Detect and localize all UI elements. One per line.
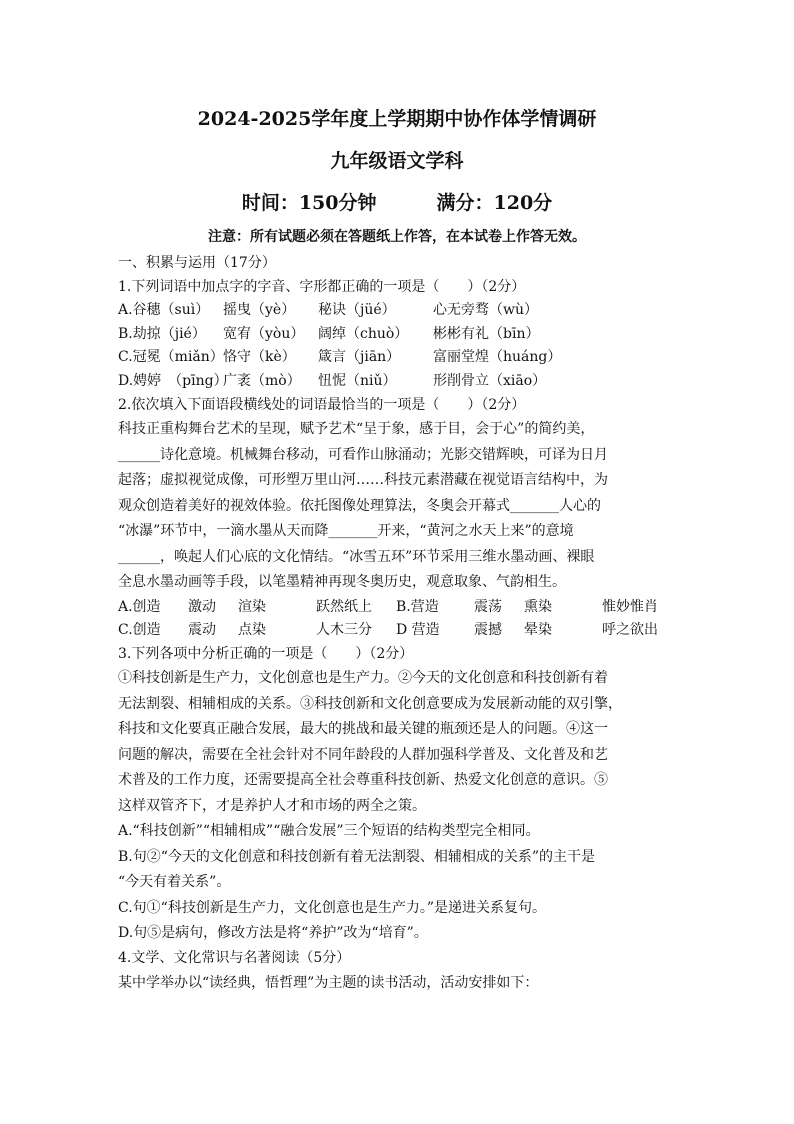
q3-passage-line: 无法割裂、相辅相成的关系。③科技创新和文化创意要成为发展新动能的双引擎， — [118, 695, 622, 712]
q1-option-cell: 阔绰（chuò） — [318, 325, 409, 342]
section-heading: 一、积累与运用（17分） — [118, 255, 276, 271]
q4-passage-line: 某中学举办以“读经典，悟哲理”为主题的读书活动，活动安排如下： — [118, 974, 539, 991]
exam-notice: 注意：所有试题必须在答题纸上作答，在本试卷上作答无效。 — [208, 229, 586, 245]
exam-full-score: 满分：120分 — [436, 192, 553, 214]
q3-passage-line: 科技和文化要真正融合发展，最大的挑战和最关键的瓶颈还是人的问题。④这一 — [118, 721, 608, 738]
q2-passage-line: 起落；虚拟视觉成像，可形塑万里山河……科技元素潜藏在视觉语言结构中，为 — [118, 472, 608, 489]
q2-option-cell: 震荡 — [474, 598, 502, 615]
q2-passage-line: 全息水墨动画等手段，以笔墨精神再现冬奥历史，观意取象、气韵相生。 — [118, 574, 566, 591]
q4-stem: 4.文学、文化常识与名著阅读（5分） — [118, 949, 351, 966]
q2-option-cell: 晕染 — [524, 622, 552, 639]
q1-option-cell: B.劫掠（jié） — [118, 325, 206, 342]
q3-option: D.句⑤是病句，修改方法是将“养护”改为“培育”。 — [118, 925, 428, 942]
q3-stem: 3.下列各项中分析正确的一项是（ ）（2分） — [118, 645, 414, 662]
q2-option-cell: 震撼 — [474, 622, 502, 639]
q1-option-cell: 彬彬有礼（bīn） — [433, 325, 540, 342]
q1-option-cell: 形削骨立（xiāo） — [433, 372, 547, 389]
q3-passage-line: ①科技创新是生产力，文化创意也是生产力。②今天的文化创意和科技创新有着 — [118, 670, 608, 687]
q2-stem: 2.依次填入下面语段横线处的词语最恰当的一项是（ ）（2分） — [118, 396, 526, 413]
q2-option-cell: 激动 — [188, 598, 216, 615]
q2-passage-line: ______，唤起人们心底的文化情结。“冰雪五环”环节采用三维水墨动画、裸眼 — [118, 548, 595, 565]
q2-option-cell: 呼之欲出 — [602, 622, 658, 639]
q1-option-cell: 秘诀（jüé） — [318, 302, 396, 319]
q2-option-cell: 点染 — [238, 622, 266, 639]
q2-passage-line: ______诗化意境。机械舞台移动，可看作山脉涌动；光影交错辉映，可译为日月 — [118, 446, 608, 463]
q3-passage — [118, 666, 678, 819]
q1-option-cell: 箴言（jiān） — [318, 349, 401, 366]
q2-option-cell: D 营造 — [396, 622, 440, 639]
q2-option-cell: C.创造 — [118, 622, 161, 639]
q2-option-cell: 渲染 — [238, 598, 266, 615]
q3-option: C.句①“科技创新是生产力，文化创意也是生产力。”是递进关系复句。 — [118, 899, 546, 916]
q3-option: B.句②“今天的文化创意和科技创新有着无法割裂、相辅相成的关系”的主干是 — [118, 848, 596, 865]
exam-content — [118, 252, 678, 996]
q4-passage — [118, 971, 678, 997]
q1-option-cell: D.娉婷 （pīng） — [118, 372, 228, 389]
q1-option-cell: C.冠冕（miǎn） — [118, 349, 224, 366]
q1-option-cell: 心无旁骛（wù） — [433, 302, 538, 319]
q1-option-cell: 摇曳（yè） — [223, 302, 296, 319]
q2-option-cell: A.创造 — [118, 598, 161, 615]
exam-subject: 九年级语文学科 — [330, 150, 464, 172]
q2-options-cd — [118, 619, 678, 643]
q2-passage-line: 科技正重构舞台艺术的呈现，赋予艺术“呈于象，感于目，会于心”的简约美， — [118, 421, 595, 438]
q2-options-ab — [118, 596, 678, 620]
q1-option-cell: 广袤（mò） — [223, 372, 301, 389]
exam-time-score — [0, 188, 794, 215]
q2-passage-line: 观众创造着美好的视效体验。依托图像处理算法，冬奥会开幕式_______人心的 — [118, 497, 601, 514]
q1-option-cell: 恪守（kè） — [223, 349, 296, 366]
q1-option-cell: 忸怩（niǔ） — [318, 372, 397, 389]
q3-passage-line: 这样双管齐下，才是养护人才和市场的两全之策。 — [118, 797, 426, 814]
q3-options — [118, 819, 678, 947]
q2-passage-line: “冰瀑”环节中，一滴水墨从天而降_______开来，“黄河之水天上来”的意境 — [118, 523, 574, 540]
q1-stem: 1.下列词语中加点字的字音、字形都正确的一项是（ ）（2分） — [118, 278, 526, 295]
q1-option-c — [118, 346, 678, 370]
exam-title: 2024-2025学年度上学期期中协作体学情调研 — [197, 108, 597, 130]
q3-passage-line: 术普及的工作力度，还需要提高全社会尊重科技创新、热爱文化创意的意识。⑤ — [118, 772, 608, 789]
q1-option-a — [118, 299, 678, 323]
q1-option-d — [118, 370, 678, 394]
q1-option-cell: A.谷穗（suì） — [118, 302, 210, 319]
q1-option-cell: 富丽堂煌（huáng） — [433, 349, 562, 366]
q2-option-cell: 人木三分 — [316, 622, 372, 639]
q2-option-cell: 惟妙惟肖 — [602, 598, 658, 615]
exam-time: 时间：150分钟 — [241, 192, 377, 214]
q3-option: “今天有着关系”。 — [118, 874, 231, 891]
q1-option-cell: 宽宥（yòu） — [223, 325, 305, 342]
q2-option-cell: 熏染 — [524, 598, 552, 615]
q2-option-cell: B.营造 — [396, 598, 439, 615]
q1-option-b — [118, 323, 678, 347]
q3-option: A.“科技创新”“相辅相成”“融合发展”三个短语的结构类型完全相同。 — [118, 823, 540, 840]
q2-option-cell: 震动 — [188, 622, 216, 639]
q3-passage-line: 问题的解决，需要在全社会针对不同年龄段的人群加强科学普及、文化普及和艺 — [118, 746, 608, 763]
q2-option-cell: 跃然纸上 — [316, 598, 372, 615]
q2-passage — [118, 417, 678, 596]
